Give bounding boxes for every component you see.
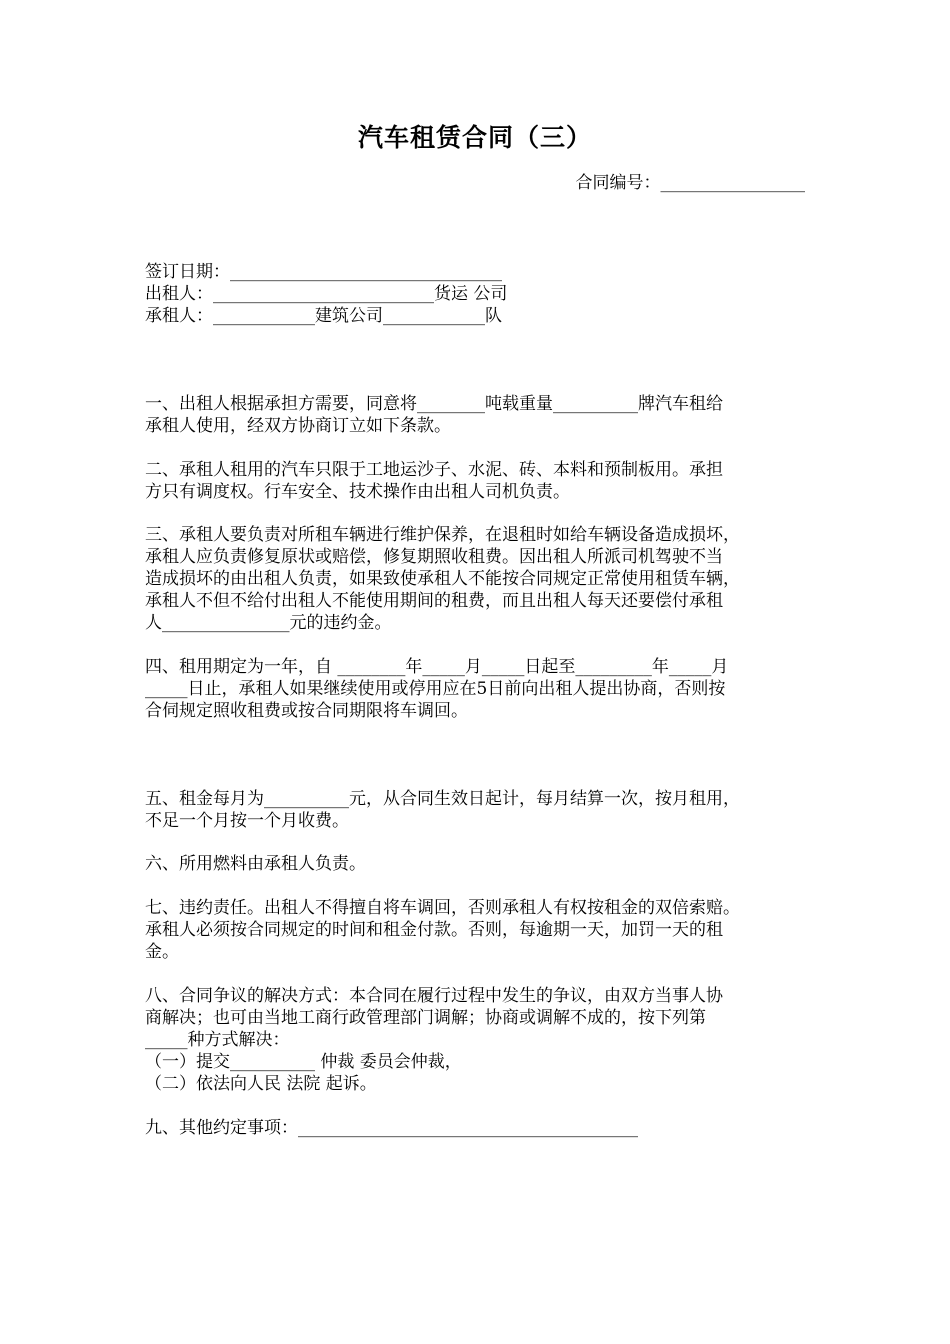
clause-3-line: 三、承租人要负责对所租车辆进行维护保养，在退租时如给车辆设备造成损坏， [145, 525, 740, 545]
clause-8-option-1: （一）提交__________ 仲裁 委员会仲裁， [145, 1052, 462, 1072]
clause-7-line: 七、违约责任。出租人不得擅自将车调回，否则承租人有权按租金的双倍索赔。 [145, 898, 740, 918]
clause-3-line: 造成损坏的由出租人负责，如果致使承租人不能按合同规定正常使用租赁车辆， [145, 569, 740, 589]
clause-4-line: 合伺规定照收租费或按合同期限将车调回。 [145, 701, 468, 721]
clause-8-option-2: （二）依法向人民 法院 起诉。 [145, 1074, 377, 1094]
sign-date: 签订日期：________________________________ [145, 262, 502, 282]
clause-5-line: 不足一个月按一个月收费。 [145, 811, 349, 831]
clause-7-line: 金。 [145, 942, 179, 962]
lessee: 承租人：____________建筑公司____________队 [145, 306, 502, 326]
clause-5-line: 五、租金每月为__________元，从合同生效日起计，每月结算一次，按月租用， [145, 789, 740, 809]
clause-3-line: 人_______________元的违约金。 [145, 613, 392, 633]
clause-6-line: 六、所用燃料由承租人负责。 [145, 854, 366, 874]
contract-number: 合同编号：_________________ [575, 173, 805, 193]
clause-1-line: 承租人使用，经双方协商订立如下条款。 [145, 416, 451, 436]
clause-4-line: _____日止，承租人如果继续使用或停用应在5日前向出租人提出协商，否则按 [145, 679, 726, 699]
clause-8-line: 商解决；也可由当地工商行政管理部门调解；协商或调解不成的，按下列第 [145, 1008, 706, 1028]
document-title: 汽车租赁合同（三） [357, 123, 592, 152]
clause-9-line: 九、其他约定事项：________________________________________ [145, 1118, 638, 1138]
clause-1-line: 一、出租人根据承担方需要，同意将________吨载重量__________牌汽车租给 [145, 394, 723, 414]
clause-8-line: 八、合同争议的解决方式：本合同在履行过程中发生的争议，由双方当事人协 [145, 986, 723, 1006]
clause-2-line: 方只有调度权。行车安全、技术操作由出租人司机负责。 [145, 482, 570, 502]
clause-3-line: 承租人应负责修复原状或赔偿，修复期照收租费。因出租人所派司机驾驶不当 [145, 547, 723, 567]
clause-4-line: 四、租用期定为一年，自 ________年_____月_____日起至_________年_____月 [145, 657, 729, 677]
lessor: 出租人：__________________________货运 公司 [145, 284, 508, 304]
clause-3-line: 承租人不但不给付出租人不能使用期间的租费，而且出租人每天还要偿付承租 [145, 591, 723, 611]
clause-8-line: _____种方式解决： [145, 1030, 290, 1050]
clause-2-line: 二、承租人租用的汽车只限于工地运沙子、水泥、砖、本料和预制板用。承担 [145, 460, 723, 480]
clause-7-line: 承租人必须按合同规定的时间和租金付款。否则，每逾期一天，加罚一天的租 [145, 920, 723, 940]
